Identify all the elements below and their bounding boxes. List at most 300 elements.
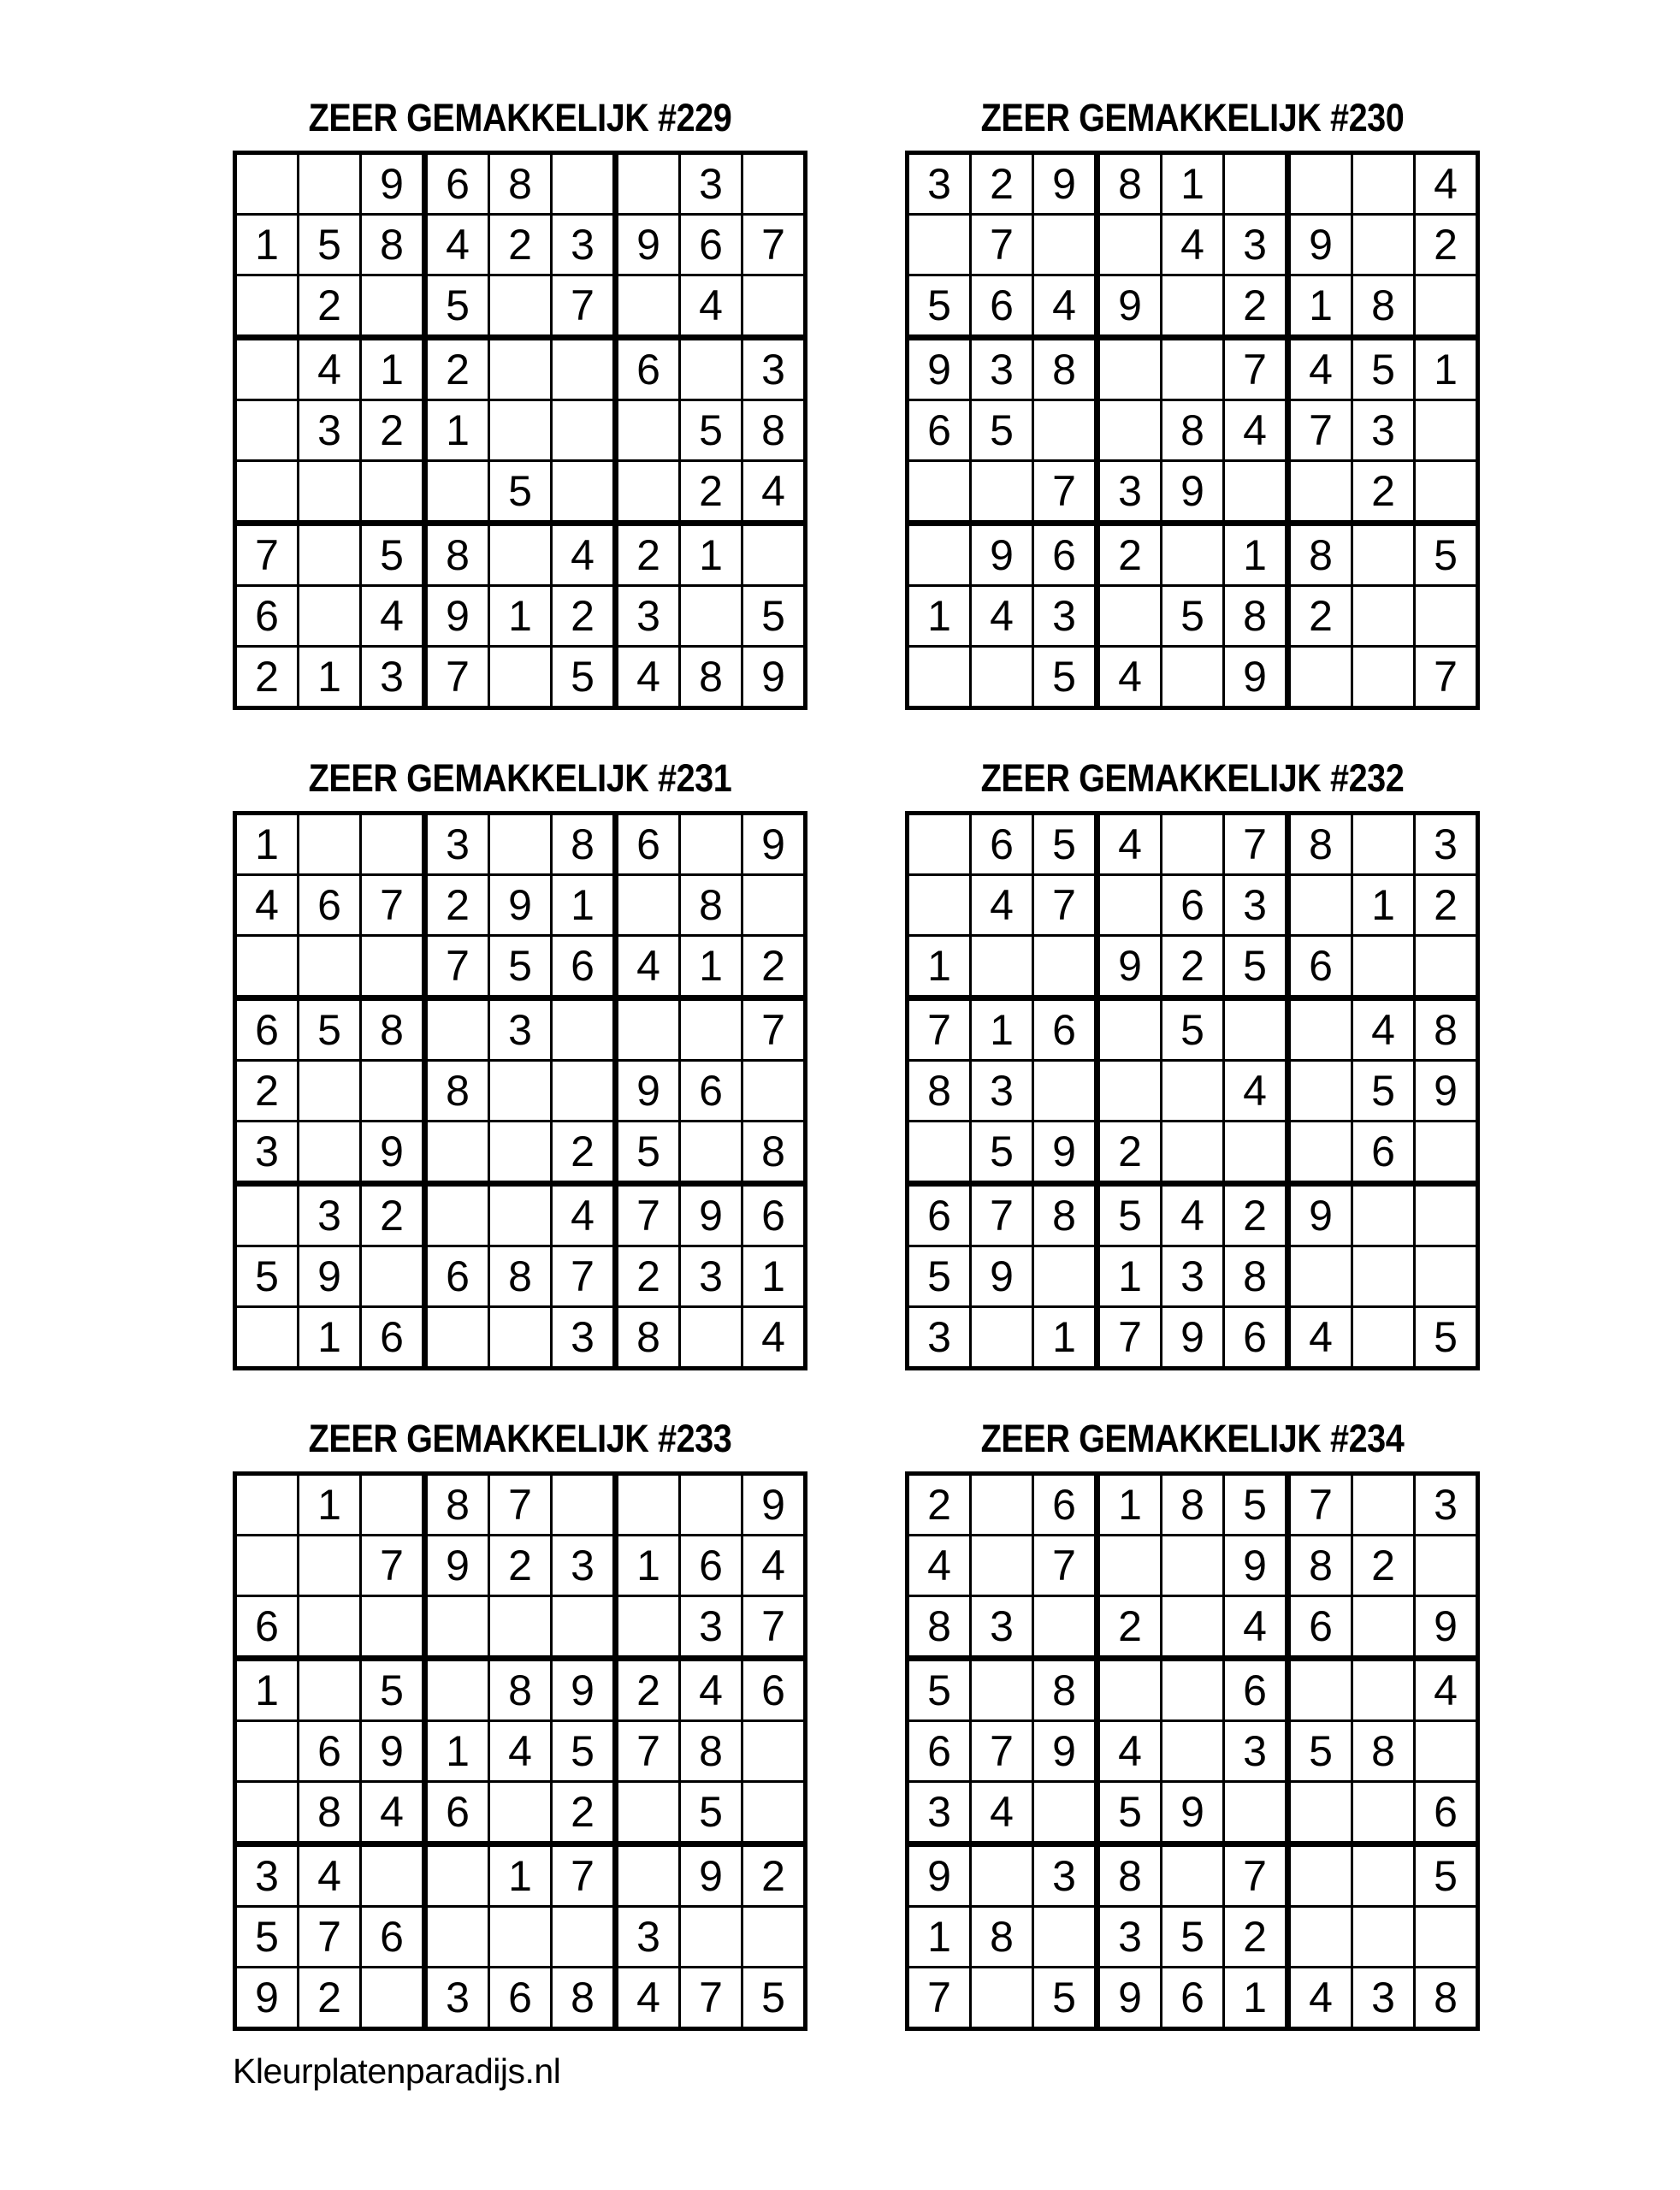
sudoku-cell: 5 (1100, 1187, 1162, 1247)
sudoku-cell: 1 (237, 216, 299, 276)
sudoku-cell: 1 (428, 1722, 490, 1783)
sudoku-cell: 1 (972, 1001, 1034, 1062)
sudoku-cell: 1 (299, 648, 362, 706)
sudoku-row (909, 401, 1476, 462)
sudoku-cell: 2 (490, 1536, 553, 1597)
sudoku-cell: 3 (1225, 876, 1291, 937)
sudoku-cell: 2 (681, 462, 743, 526)
sudoku-cell: 4 (1100, 1722, 1162, 1783)
sudoku-row (237, 587, 803, 648)
sudoku-cell (553, 155, 618, 216)
sudoku-cell: 9 (743, 815, 803, 876)
sudoku-cell: 6 (972, 276, 1034, 340)
sudoku-cell: 7 (428, 648, 490, 706)
sudoku-cell: 3 (428, 815, 490, 876)
sudoku-cell: 4 (1353, 1001, 1416, 1062)
sudoku-row (909, 1661, 1476, 1722)
sudoku-cell: 9 (1225, 1536, 1291, 1597)
sudoku-cell (490, 401, 553, 462)
sudoku-cell (299, 1122, 362, 1187)
sudoku-row (237, 401, 803, 462)
sudoku-cell: 2 (299, 276, 362, 340)
sudoku-cell (299, 815, 362, 876)
sudoku-cell: 7 (972, 1187, 1034, 1247)
sudoku-cell: 2 (1416, 876, 1476, 937)
sudoku-cell: 4 (743, 1536, 803, 1597)
sudoku-cell: 5 (1291, 1722, 1353, 1783)
sudoku-cell: 6 (1034, 1001, 1100, 1062)
sudoku-cell: 4 (1291, 340, 1353, 401)
sudoku-cell (299, 526, 362, 587)
puzzle-card (905, 96, 1480, 710)
sudoku-cell: 1 (1416, 340, 1476, 401)
sudoku-cell (362, 1476, 428, 1536)
sudoku-cell (490, 648, 553, 706)
sudoku-grid (905, 811, 1480, 1370)
sudoku-cell: 7 (743, 1597, 803, 1661)
sudoku-cell: 3 (1225, 1722, 1291, 1783)
sudoku-cell: 5 (618, 1122, 681, 1187)
sudoku-cell (909, 815, 972, 876)
sudoku-cell: 9 (428, 587, 490, 648)
puzzle-title: ZEER GEMAKKELIJK #234 (980, 1417, 1405, 1460)
sudoku-cell (237, 1476, 299, 1536)
sudoku-cell: 6 (428, 1247, 490, 1308)
sudoku-cell: 8 (909, 1597, 972, 1661)
puzzle-list (231, 96, 1482, 2031)
sudoku-cell (1034, 216, 1100, 276)
sudoku-cell (972, 1476, 1034, 1536)
sudoku-cell (490, 1187, 553, 1247)
puzzle-title: ZEER GEMAKKELIJK #232 (980, 756, 1405, 800)
sudoku-cell (1353, 1661, 1416, 1722)
sudoku-cell (1034, 401, 1100, 462)
sudoku-cell: 9 (1416, 1062, 1476, 1122)
sudoku-cell: 2 (972, 155, 1034, 216)
sudoku-cell (1291, 155, 1353, 216)
sudoku-cell (1162, 340, 1225, 401)
sudoku-row (909, 1122, 1476, 1187)
sudoku-cell: 8 (553, 815, 618, 876)
sudoku-cell (299, 155, 362, 216)
sudoku-cell: 5 (1162, 1001, 1225, 1062)
sudoku-row (909, 648, 1476, 706)
sudoku-cell (490, 1597, 553, 1661)
sudoku-cell: 1 (681, 526, 743, 587)
sudoku-cell: 3 (1100, 1908, 1162, 1968)
sudoku-cell: 3 (1034, 587, 1100, 648)
sudoku-cell: 2 (299, 1968, 362, 2027)
sudoku-cell: 7 (1416, 648, 1476, 706)
sudoku-cell (237, 1536, 299, 1597)
sudoku-cell (1353, 526, 1416, 587)
sudoku-cell: 9 (299, 1247, 362, 1308)
sudoku-cell: 7 (909, 1968, 972, 2027)
sudoku-cell: 8 (362, 1001, 428, 1062)
sudoku-cell: 8 (1353, 1722, 1416, 1783)
sudoku-cell: 3 (743, 340, 803, 401)
sudoku-cell: 7 (909, 1001, 972, 1062)
sudoku-cell: 9 (909, 1847, 972, 1908)
sudoku-cell: 1 (743, 1247, 803, 1308)
sudoku-cell (909, 526, 972, 587)
sudoku-grid (233, 811, 807, 1370)
sudoku-row (909, 1908, 1476, 1968)
sudoku-row (909, 1847, 1476, 1908)
sudoku-cell (1353, 1308, 1416, 1366)
sudoku-cell (1291, 1908, 1353, 1968)
sudoku-cell: 4 (1225, 401, 1291, 462)
sudoku-cell (1416, 1247, 1476, 1308)
sudoku-cell: 4 (972, 587, 1034, 648)
sudoku-row (909, 1722, 1476, 1783)
sudoku-row (237, 648, 803, 706)
sudoku-cell: 6 (1291, 1597, 1353, 1661)
sudoku-cell (1034, 1908, 1100, 1968)
sudoku-cell: 7 (1291, 401, 1353, 462)
sudoku-cell: 9 (428, 1536, 490, 1597)
sudoku-cell: 3 (553, 1536, 618, 1597)
sudoku-cell: 7 (743, 216, 803, 276)
sudoku-cell: 1 (909, 587, 972, 648)
sudoku-cell: 4 (1162, 216, 1225, 276)
sudoku-cell (428, 1001, 490, 1062)
sudoku-cell: 2 (1162, 937, 1225, 1001)
sudoku-cell (1353, 587, 1416, 648)
puzzle-card (233, 756, 807, 1370)
sudoku-cell: 2 (362, 1187, 428, 1247)
sudoku-cell (681, 340, 743, 401)
sudoku-cell: 6 (237, 587, 299, 648)
sudoku-cell: 9 (1034, 1722, 1100, 1783)
sudoku-cell: 9 (1416, 1597, 1476, 1661)
sudoku-cell: 9 (1162, 1308, 1225, 1366)
sudoku-cell (553, 1908, 618, 1968)
sudoku-cell: 5 (1416, 526, 1476, 587)
puzzle-card (905, 756, 1480, 1370)
sudoku-row (237, 1247, 803, 1308)
sudoku-cell: 7 (237, 526, 299, 587)
sudoku-row (237, 1476, 803, 1536)
sudoku-cell: 8 (299, 1783, 362, 1847)
sudoku-cell: 9 (618, 216, 681, 276)
sudoku-row (909, 587, 1476, 648)
sudoku-cell (428, 1908, 490, 1968)
sudoku-cell (972, 937, 1034, 1001)
sudoku-cell: 6 (618, 340, 681, 401)
sudoku-cell (553, 401, 618, 462)
sudoku-row (909, 1001, 1476, 1062)
sudoku-cell: 2 (618, 1247, 681, 1308)
sudoku-cell: 5 (743, 1968, 803, 2027)
sudoku-cell (1162, 1722, 1225, 1783)
sudoku-cell: 8 (553, 1968, 618, 2027)
sudoku-cell (1100, 1062, 1162, 1122)
sudoku-cell (490, 1122, 553, 1187)
sudoku-cell: 6 (1291, 937, 1353, 1001)
sudoku-cell (1162, 276, 1225, 340)
sudoku-cell: 2 (237, 1062, 299, 1122)
sudoku-cell (743, 155, 803, 216)
sudoku-cell (1291, 876, 1353, 937)
sudoku-cell: 3 (428, 1968, 490, 2027)
sudoku-cell (362, 815, 428, 876)
sudoku-cell (237, 462, 299, 526)
sudoku-cell: 5 (299, 216, 362, 276)
sudoku-cell: 7 (1034, 1536, 1100, 1597)
sudoku-cell (1353, 648, 1416, 706)
sudoku-cell: 4 (362, 1783, 428, 1847)
sudoku-cell (743, 526, 803, 587)
sudoku-cell (1100, 876, 1162, 937)
sudoku-cell: 5 (428, 276, 490, 340)
sudoku-cell (362, 462, 428, 526)
sudoku-cell: 7 (299, 1908, 362, 1968)
sudoku-cell: 6 (237, 1001, 299, 1062)
sudoku-cell: 9 (362, 1722, 428, 1783)
sudoku-cell (362, 1247, 428, 1308)
sudoku-cell: 6 (909, 1187, 972, 1247)
sudoku-cell: 4 (1100, 815, 1162, 876)
sudoku-cell: 7 (1291, 1476, 1353, 1536)
sudoku-cell (1034, 1247, 1100, 1308)
sudoku-cell (1034, 1783, 1100, 1847)
sudoku-cell: 8 (1034, 1661, 1100, 1722)
sudoku-cell: 7 (553, 1247, 618, 1308)
sudoku-row (909, 1536, 1476, 1597)
sudoku-cell: 9 (1100, 1968, 1162, 2027)
sudoku-cell: 3 (237, 1847, 299, 1908)
sudoku-cell: 3 (909, 155, 972, 216)
sudoku-cell (362, 1597, 428, 1661)
sudoku-cell: 2 (553, 587, 618, 648)
sudoku-cell: 8 (743, 401, 803, 462)
sudoku-cell: 5 (1416, 1847, 1476, 1908)
sudoku-row (909, 1783, 1476, 1847)
sudoku-cell: 5 (362, 526, 428, 587)
sudoku-cell: 2 (1225, 1908, 1291, 1968)
puzzle-card (905, 1417, 1480, 2031)
sudoku-cell (1291, 1247, 1353, 1308)
sudoku-cell: 1 (1100, 1476, 1162, 1536)
sudoku-cell (428, 1308, 490, 1366)
sudoku-cell: 8 (1291, 1536, 1353, 1597)
footer-site-name: Kleurplatenparadijs.nl (233, 2051, 561, 2091)
sudoku-cell (1416, 462, 1476, 526)
sudoku-cell: 2 (743, 937, 803, 1001)
sudoku-cell (1416, 401, 1476, 462)
sudoku-cell: 8 (490, 155, 553, 216)
sudoku-cell: 1 (1225, 1968, 1291, 2027)
sudoku-cell: 1 (362, 340, 428, 401)
sudoku-cell: 2 (618, 1661, 681, 1722)
sudoku-cell (1353, 1908, 1416, 1968)
sudoku-cell: 7 (972, 1722, 1034, 1783)
sudoku-cell: 6 (618, 815, 681, 876)
sudoku-cell: 8 (1100, 155, 1162, 216)
sudoku-cell: 3 (618, 1908, 681, 1968)
sudoku-cell (1100, 1001, 1162, 1062)
sudoku-cell: 6 (909, 1722, 972, 1783)
sudoku-cell: 4 (618, 937, 681, 1001)
sudoku-cell (428, 1661, 490, 1722)
sudoku-cell: 9 (681, 1847, 743, 1908)
sudoku-cell (553, 1597, 618, 1661)
sudoku-row (237, 276, 803, 340)
sudoku-cell: 7 (1225, 340, 1291, 401)
sudoku-cell: 6 (681, 216, 743, 276)
sudoku-cell (681, 587, 743, 648)
sudoku-cell: 2 (553, 1122, 618, 1187)
sudoku-cell (618, 1001, 681, 1062)
sudoku-cell: 9 (490, 876, 553, 937)
sudoku-cell: 4 (618, 648, 681, 706)
sudoku-cell: 5 (972, 1122, 1034, 1187)
sudoku-cell: 8 (1100, 1847, 1162, 1908)
sudoku-cell: 6 (743, 1661, 803, 1722)
sudoku-cell: 2 (237, 648, 299, 706)
sudoku-cell: 4 (553, 526, 618, 587)
sudoku-cell: 7 (743, 1001, 803, 1062)
sudoku-cell: 3 (299, 401, 362, 462)
sudoku-cell: 9 (1162, 1783, 1225, 1847)
sudoku-cell (299, 937, 362, 1001)
sudoku-cell: 8 (972, 1908, 1034, 1968)
sudoku-cell: 3 (1353, 1968, 1416, 2027)
sudoku-cell: 9 (972, 1247, 1034, 1308)
sudoku-cell (237, 1722, 299, 1783)
sudoku-row (237, 1661, 803, 1722)
sudoku-cell: 8 (681, 1722, 743, 1783)
sudoku-cell (909, 1122, 972, 1187)
sudoku-cell: 9 (362, 155, 428, 216)
sudoku-cell: 3 (1034, 1847, 1100, 1908)
sudoku-cell (1034, 1597, 1100, 1661)
sudoku-cell: 4 (1034, 276, 1100, 340)
sudoku-row (237, 1187, 803, 1247)
sudoku-grid (905, 1471, 1480, 2031)
sudoku-cell: 6 (1162, 1968, 1225, 2027)
sudoku-cell (553, 462, 618, 526)
sudoku-cell (490, 526, 553, 587)
sudoku-cell (1034, 937, 1100, 1001)
sudoku-cell: 7 (553, 276, 618, 340)
sudoku-cell (490, 1908, 553, 1968)
sudoku-cell: 4 (1416, 1661, 1476, 1722)
sudoku-cell (618, 462, 681, 526)
sudoku-row (237, 1968, 803, 2027)
sudoku-cell: 8 (428, 1062, 490, 1122)
sudoku-row (237, 462, 803, 526)
sudoku-cell: 6 (1034, 1476, 1100, 1536)
sudoku-cell (1291, 1122, 1353, 1187)
sudoku-cell (909, 462, 972, 526)
sudoku-cell (490, 340, 553, 401)
sudoku-cell (1100, 587, 1162, 648)
sudoku-cell: 8 (1225, 587, 1291, 648)
sudoku-cell: 8 (1162, 1476, 1225, 1536)
sudoku-row (237, 1536, 803, 1597)
sudoku-cell: 3 (1162, 1247, 1225, 1308)
sudoku-cell: 8 (1034, 340, 1100, 401)
sudoku-cell: 4 (362, 587, 428, 648)
sudoku-cell: 5 (553, 1722, 618, 1783)
sudoku-cell (972, 462, 1034, 526)
sudoku-cell: 2 (553, 1783, 618, 1847)
sudoku-cell (299, 1062, 362, 1122)
sudoku-cell (553, 1476, 618, 1536)
sudoku-cell: 3 (237, 1122, 299, 1187)
sudoku-cell: 9 (1100, 276, 1162, 340)
sudoku-row (237, 1122, 803, 1187)
sudoku-row (909, 340, 1476, 401)
sudoku-cell: 1 (490, 587, 553, 648)
sudoku-cell (618, 276, 681, 340)
sudoku-cell (1225, 1122, 1291, 1187)
sudoku-cell: 1 (428, 401, 490, 462)
sudoku-cell (1162, 1062, 1225, 1122)
sudoku-cell: 9 (1291, 216, 1353, 276)
sudoku-cell: 9 (743, 1476, 803, 1536)
sudoku-cell: 5 (681, 1783, 743, 1847)
sudoku-row (909, 216, 1476, 276)
sudoku-cell: 7 (618, 1722, 681, 1783)
sudoku-cell (618, 876, 681, 937)
sudoku-cell: 7 (362, 876, 428, 937)
sudoku-cell: 3 (1225, 216, 1291, 276)
sudoku-cell: 6 (1353, 1122, 1416, 1187)
sudoku-cell (1416, 1722, 1476, 1783)
sudoku-cell (1353, 937, 1416, 1001)
sudoku-cell: 3 (681, 1247, 743, 1308)
sudoku-cell: 6 (681, 1536, 743, 1597)
sudoku-cell: 2 (743, 1847, 803, 1908)
sudoku-cell (618, 1783, 681, 1847)
sudoku-cell: 1 (1291, 276, 1353, 340)
sudoku-cell (743, 1062, 803, 1122)
sudoku-cell: 4 (299, 1847, 362, 1908)
sudoku-cell: 1 (909, 1908, 972, 1968)
sudoku-cell: 8 (1291, 526, 1353, 587)
sudoku-cell (237, 1187, 299, 1247)
sudoku-cell (237, 937, 299, 1001)
puzzle-card (233, 1417, 807, 2031)
sudoku-cell: 5 (1034, 648, 1100, 706)
sudoku-cell (237, 276, 299, 340)
sudoku-cell (428, 1187, 490, 1247)
sudoku-cell: 4 (681, 1661, 743, 1722)
sudoku-cell: 2 (618, 526, 681, 587)
sudoku-cell: 1 (1162, 155, 1225, 216)
sudoku-cell: 1 (237, 815, 299, 876)
sudoku-cell: 5 (972, 401, 1034, 462)
sudoku-cell (553, 340, 618, 401)
sudoku-cell: 2 (1100, 1597, 1162, 1661)
sudoku-row (909, 1062, 1476, 1122)
sudoku-cell: 2 (1291, 587, 1353, 648)
puzzle-card (233, 96, 807, 710)
puzzle-title: ZEER GEMAKKELIJK #231 (308, 756, 732, 800)
sudoku-cell: 8 (909, 1062, 972, 1122)
sudoku-cell: 7 (618, 1187, 681, 1247)
sudoku-cell: 9 (909, 340, 972, 401)
sudoku-cell: 3 (1100, 462, 1162, 526)
sudoku-cell: 1 (1353, 876, 1416, 937)
sudoku-cell: 7 (1100, 1308, 1162, 1366)
sudoku-cell (972, 1536, 1034, 1597)
sudoku-cell (1353, 1597, 1416, 1661)
sudoku-cell (1162, 1661, 1225, 1722)
